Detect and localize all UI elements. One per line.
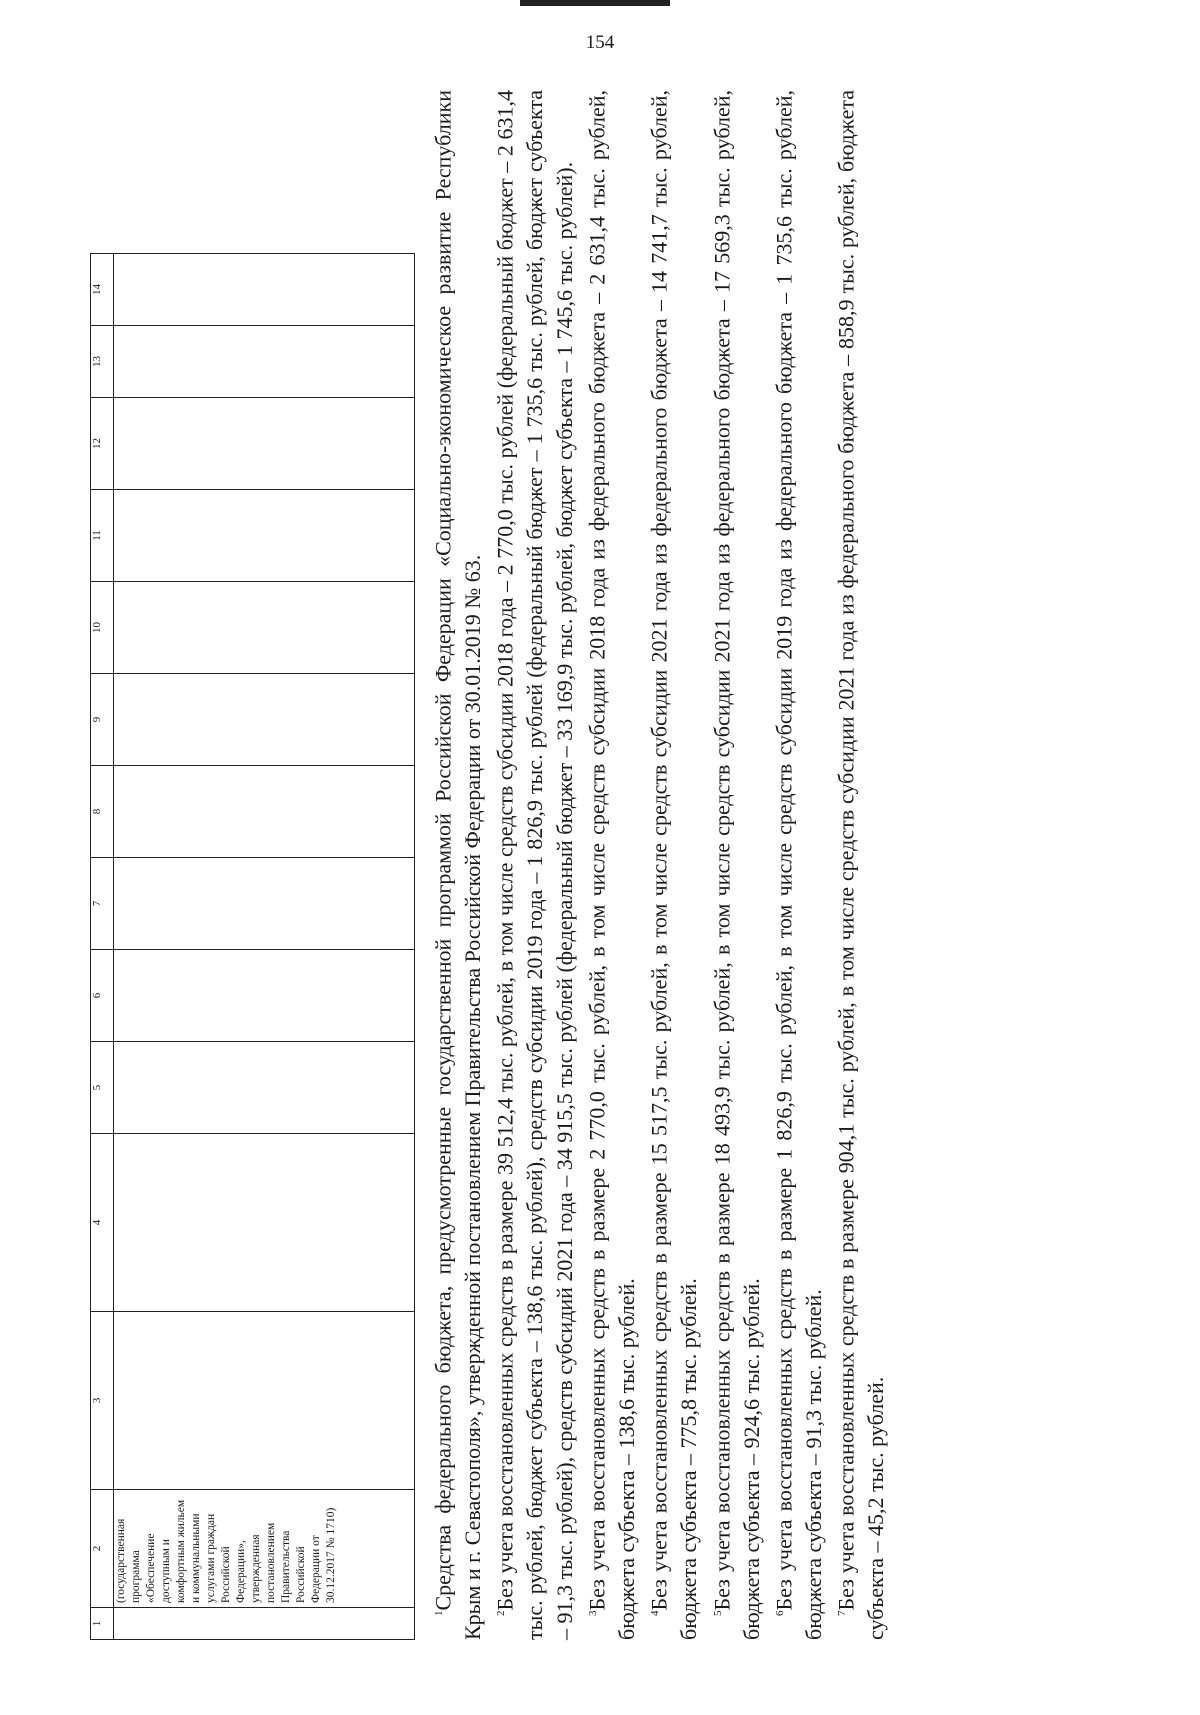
table-cell [114, 674, 415, 766]
footnote-mark: 2 [495, 1610, 508, 1616]
column-header: 14 [91, 254, 114, 326]
table-cell [114, 1134, 415, 1312]
footnote [579, 90, 641, 1640]
rotated-page-content [90, 0, 1200, 1640]
column-header: 5 [91, 1042, 114, 1134]
footnote-text: Без учета восстановленных средств в размере 2 770,0 тыс. рублей, в том числе средств субсидии 2018 года из федерального бюджета – 2 631,4 тыс. рублей, бюджета субъекта – 138,6 тыс. рублей. [584, 90, 639, 1640]
table-cell [114, 1608, 415, 1640]
footnote-text: Без учета восстановленных средств в размере 18 493,9 тыс. рублей, в том числе средств субсидии 2021 года из федерального бюджета – 17 569,3 тыс. рублей, бюджета субъекта – 924,6 тыс. рублей. [709, 90, 764, 1640]
column-header: 10 [91, 582, 114, 674]
footnote [828, 90, 890, 1640]
table-cell [114, 582, 415, 674]
footnote-text: Без учета восстановленных средств в размере 39 512,4 тыс. рублей, в том числе средств субсидии 2018 года – 2 770,0 тыс. рублей (федеральный бюджет – 2 631,4 тыс. рублей, бюджет субъекта – 138,6 тыс. рублей), средств субсидии 2019 года – 1 826,9 тыс. рублей (федеральный бюджет – 1 735,6 тыс. рублей, бюджет субъекта – 91,3 тыс. рублей), средств субсидий 2021 года – 34 915,5 тыс. рублей (федеральный бюджет – 33 169,9 тыс. рублей, бюджет субъекта – 1 745,6 тыс. рублей). [492, 90, 577, 1640]
column-header: 11 [91, 490, 114, 582]
table-cell [114, 1042, 415, 1134]
table-cell [114, 490, 415, 582]
column-header: 4 [91, 1134, 114, 1312]
footnote-text: Без учета восстановленных средств в размере 904,1 тыс. рублей, в том числе средств субсидии 2021 года из федерального бюджета – 858,9 тыс. рублей, бюджета субъекта – 45,2 тыс. рублей. [833, 90, 889, 1640]
column-header: 12 [91, 398, 114, 490]
footnote [641, 90, 703, 1640]
footnote-mark: 7 [836, 1610, 849, 1616]
table-header-row [91, 254, 114, 1640]
footnote-mark: 1 [433, 1610, 445, 1616]
footnote [487, 90, 579, 1640]
footnote [766, 90, 828, 1640]
column-header: 2 [91, 1490, 114, 1608]
table-cell [114, 326, 415, 398]
table-cell [114, 858, 415, 950]
footnote-mark: 6 [774, 1610, 787, 1616]
footnote-text: Средства федерального бюджета, предусмотренные государственной программой Российской Федерации «Социально-экономическое развитие Республики Крым и г. Севастополя», утвержденной постановлением Правительства Российской Федерации от 30.01.2019 № 63. [430, 90, 485, 1640]
column-header: 6 [91, 950, 114, 1042]
table-cell [114, 398, 415, 490]
column-header: 7 [91, 858, 114, 950]
footnote [704, 90, 766, 1640]
column-header: 3 [91, 1312, 114, 1490]
table-cell [114, 950, 415, 1042]
table-cell [114, 766, 415, 858]
column-header: 8 [91, 766, 114, 858]
footnote-text: Без учета восстановленных средств в размере 15 517,5 тыс. рублей, в том числе средств субсидии 2021 года из федерального бюджета – 14 741,7 тыс. рублей, бюджета субъекта – 775,8 тыс. рублей. [646, 90, 702, 1640]
footnote-text: Без учета восстановленных средств в размере 1 826,9 тыс. рублей, в том числе средств субсидии 2019 года из федерального бюджета – 1 735,6 тыс. рублей, бюджета субъекта – 91,3 тыс. рублей. [771, 90, 826, 1640]
data-table [90, 253, 415, 1640]
footnote [425, 90, 487, 1640]
footnotes [425, 90, 891, 1640]
program-cell: (государственная программа «Обеспечение доступным и комфортным жильем и коммунальными услугами граждан Российской Федерации», утвержденная постановлением Правительства Российской Федерации от 30.12.2017 № 1710) [114, 1490, 415, 1608]
column-header: 1 [91, 1608, 114, 1640]
column-header: 13 [91, 326, 114, 398]
table-row [114, 254, 415, 1640]
page-number: 154 [585, 32, 615, 53]
footnote-mark: 5 [711, 1610, 724, 1616]
footnote-mark: 4 [649, 1610, 662, 1616]
column-header: 9 [91, 674, 114, 766]
table-cell [114, 254, 415, 326]
table-cell [114, 1312, 415, 1490]
footnote-mark: 3 [587, 1610, 600, 1616]
